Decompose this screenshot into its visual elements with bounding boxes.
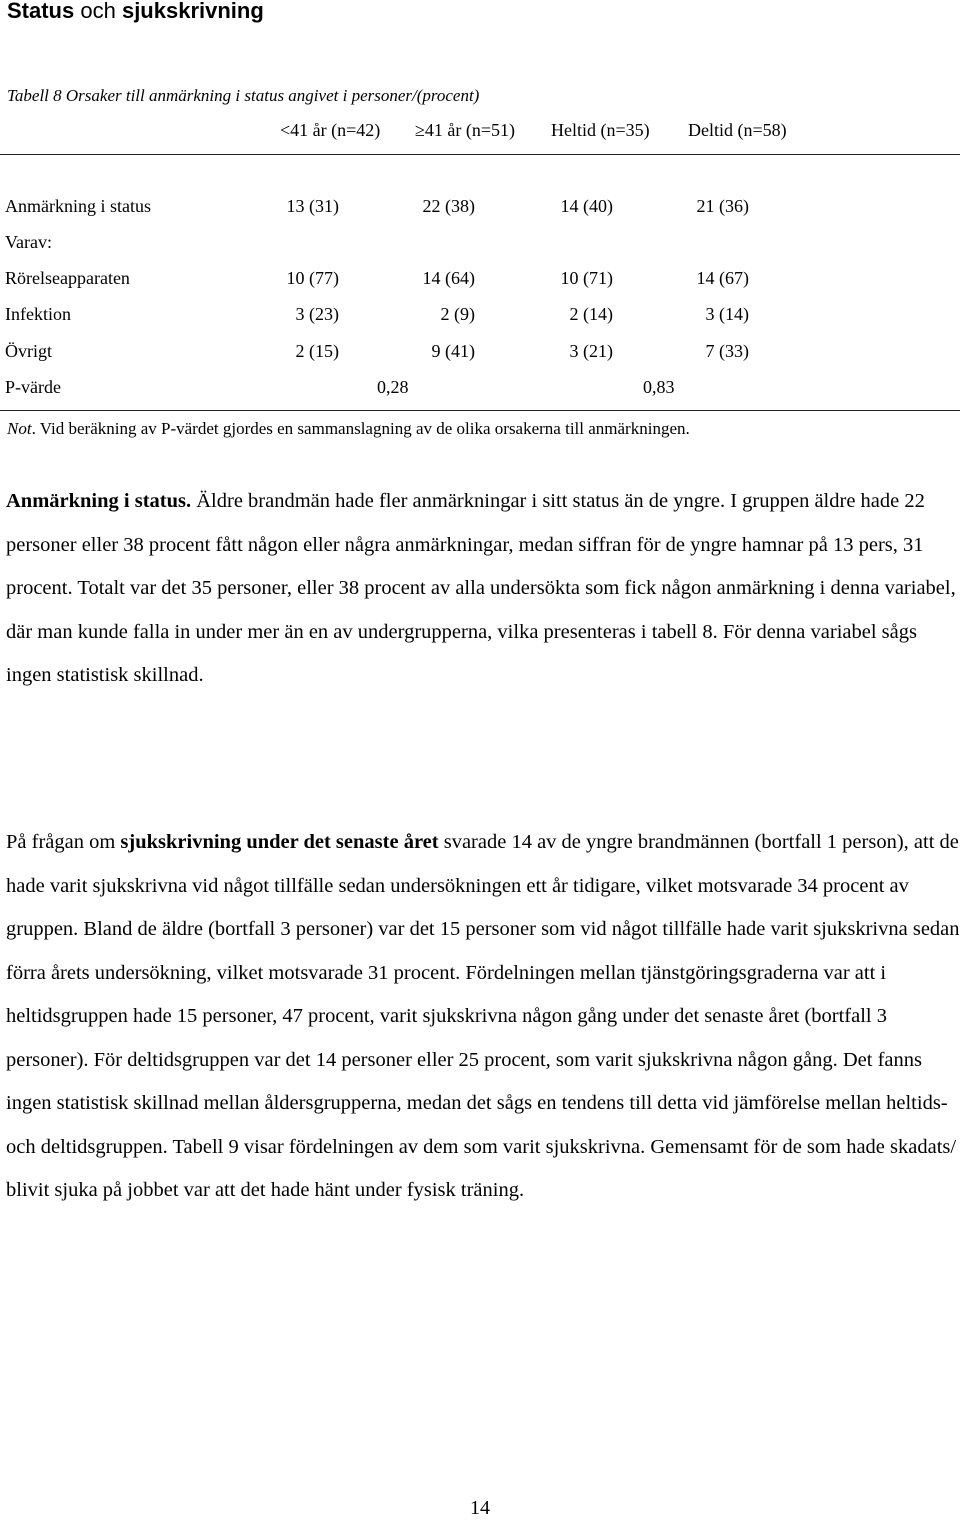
table-top-rule [0, 154, 960, 155]
table-cell: 9 (41) [431, 341, 475, 361]
heading-part-och: och [74, 0, 122, 23]
row-label: Varav: [5, 232, 52, 252]
paragraph2-text: svarade 14 av de yngre brandmännen (bortfall 1 person), att de hade varit sjukskrivna vid något tillfälle sedan undersökningen ett år tidigare, vilket motsvarade 34 procent av gruppen. Bland de äldre (bortfall 3 personer) var det 15 personer som vid något tillfälle hade varit sjukskrivna sedan förra årets undersökning, vilket motsvarade 31 procent. Fördelningen mellan tjänstgöringsgraderna var att i heltidsgruppen hade 15 personer, 47 procent, varit sjukskrivna någon gång under det senaste året (bortfall 3 personer). För deltidsgruppen var det 14 personer eller 25 procent, som varit sjukskrivna någon gång. Det fanns ingen statistisk skillnad mellan åldersgrupperna, medan det sågs en tendens till detta vid jämförelse mellan heltids- och deltidsgruppen. Tabell 9 visar fördelningen av dem som varit sjukskrivna. Gemensamt för de som hade skadats/ blivit sjuka på jobbet var att det hade hänt under fysisk träning. [6, 831, 960, 1201]
table-note [7, 419, 690, 439]
table-cell: 3 (14) [705, 304, 749, 324]
paragraph2-bold: sjukskrivning under det senaste året [120, 831, 439, 853]
table-bottom-rule [0, 410, 960, 411]
table-cell: 14 (64) [422, 268, 475, 288]
heading-part-sjukskrivning: sjukskrivning [121, 0, 264, 23]
paragraph1-text: Äldre brandmän hade fler anmärkningar i sitt status än de yngre. I gruppen äldre hade 22 personer eller 38 procent fått någon eller några anmärkningar, medan siffran för de yngre hamnar på 13 pers, 31 procent. Totalt var det 35 personer, eller 38 procent av alla undersökta som fick någon anmärkning i denna variabel, där man kunde falla in under mer än en av undergrupperna, vilka presenteras i tabell 8. För denna variabel sågs ingen statistisk skillnad. [6, 490, 956, 686]
row-label: Anmärkning i status [5, 196, 151, 216]
table-caption: Tabell 8 Orsaker till anmärkning i status angivet i personer/(procent) [7, 86, 480, 105]
pvalue-label: P-värde [5, 377, 61, 397]
pvalue-age: 0,28 [377, 377, 409, 397]
pvalue-employment: 0,83 [643, 377, 675, 397]
table-cell: 3 (21) [569, 341, 613, 361]
paragraph-anmarkning [6, 480, 960, 698]
table-cell: 7 (33) [705, 341, 749, 361]
table-cell: 21 (36) [696, 196, 749, 216]
table-cell: 2 (14) [569, 304, 613, 324]
paragraph2-intro: På frågan om [6, 831, 121, 853]
table-cell: 13 (31) [286, 196, 339, 216]
page-number: 14 [470, 1497, 490, 1519]
col-header-old: ≥41 år (n=51) [415, 120, 516, 140]
col-header-fulltime: Heltid (n=35) [551, 120, 650, 140]
table-cell: 10 (77) [286, 268, 339, 288]
table-cell: 10 (71) [560, 268, 613, 288]
row-label: Infektion [5, 304, 71, 324]
row-label: Rörelseapparaten [5, 268, 130, 288]
heading-part-status: Status [7, 0, 75, 23]
section-heading [7, 0, 264, 24]
table-cell: 14 (40) [560, 196, 613, 216]
table-cell: 2 (9) [440, 304, 475, 324]
row-label: Övrigt [5, 341, 52, 361]
col-header-parttime: Deltid (n=58) [688, 120, 787, 140]
col-header-young: <41 år (n=42) [280, 120, 381, 140]
paragraph1-bold: Anmärkning i status. [6, 490, 192, 512]
note-prefix: Not [7, 419, 32, 438]
table-cell: 2 (15) [295, 341, 339, 361]
note-text: . Vid beräkning av P-värdet gjordes en sammanslagning av de olika orsakerna till anmärkningen. [31, 419, 690, 438]
paragraph-sjukskrivning [6, 821, 960, 1213]
table-cell: 14 (67) [696, 268, 749, 288]
table-cell: 22 (38) [422, 196, 475, 216]
table-cell: 3 (23) [295, 304, 339, 324]
